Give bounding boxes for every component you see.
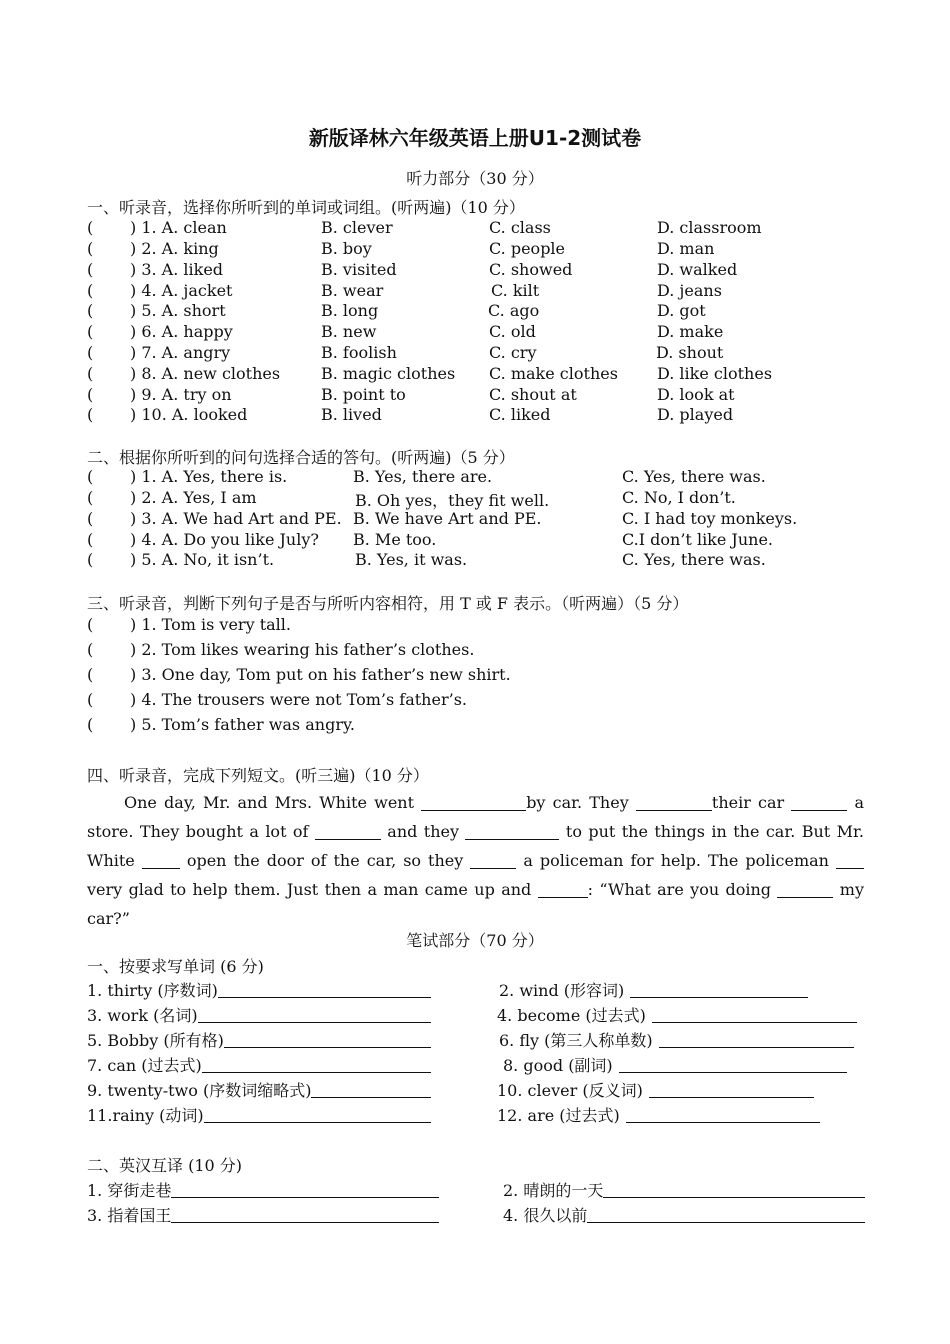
option-c: C. ago	[488, 301, 540, 320]
statement-row	[0, 615, 950, 636]
cloze-paragraph	[87, 788, 864, 933]
answer-paren-open[interactable]: (	[87, 715, 94, 734]
option-b: B. point to	[321, 385, 406, 404]
option-d: D. played	[657, 405, 734, 424]
answer-paren-open[interactable]: (	[87, 364, 94, 383]
statement-row	[0, 690, 950, 711]
option-b: B. visited	[321, 260, 397, 279]
option-c: C. cry	[489, 343, 537, 362]
statement-text: ) 5. Tom’s father was angry.	[130, 715, 355, 734]
word-prompt: 10. clever (反义词)	[497, 1081, 643, 1100]
word-item	[497, 1003, 857, 1026]
translation-prompt: 3. 指着国王	[87, 1206, 172, 1225]
option-b: B. Oh yes，they fit well.	[355, 491, 550, 510]
writing-part1-heading: 一、按要求写单词 (6 分)	[87, 957, 264, 976]
answer-paren-open[interactable]: (	[87, 488, 94, 507]
answer-paren-open[interactable]: (	[87, 665, 94, 684]
option-b: B. Yes, it was.	[355, 550, 468, 569]
listening-heading: 听力部分（30 分）	[406, 169, 544, 188]
word-prompt: 1. thirty (序数词)	[87, 981, 218, 1000]
statement-row	[0, 640, 950, 661]
word-item	[503, 1053, 847, 1076]
choice-row	[0, 301, 950, 322]
word-item	[497, 1103, 820, 1126]
cloze-blank[interactable]	[636, 794, 712, 811]
translation-prompt: 4. 很久以前	[503, 1206, 588, 1225]
answer-line[interactable]	[204, 1107, 431, 1123]
option-a: ) 5. A. short	[130, 301, 226, 320]
option-b: B. foolish	[321, 343, 397, 362]
answer-line[interactable]	[224, 1032, 431, 1048]
cloze-text: by car. They	[526, 793, 636, 812]
cloze-blank[interactable]	[836, 852, 864, 869]
option-a: ) 10. A. looked	[130, 405, 248, 424]
option-d: D. make	[657, 322, 724, 341]
answer-line[interactable]	[603, 1182, 865, 1198]
cloze-text: to put the things in the car. But Mr. White	[87, 822, 865, 870]
answer-paren-open[interactable]: (	[87, 509, 94, 528]
option-a: ) 9. A. try on	[130, 385, 232, 404]
choice-row	[0, 218, 950, 239]
word-item	[87, 1053, 431, 1076]
option-c: C.I don’t like June.	[622, 530, 774, 549]
writing-heading: 笔试部分（70 分）	[406, 931, 544, 950]
word-prompt: 7. can (过去式)	[87, 1056, 202, 1075]
option-b: B. Yes, there are.	[353, 467, 493, 486]
translation-prompt: 2. 晴朗的一天	[503, 1181, 604, 1200]
option-c: C. liked	[489, 405, 551, 424]
option-a: ) 3. A. We had Art and PE.	[130, 509, 342, 528]
answer-line[interactable]	[198, 1007, 431, 1023]
option-b: B. long	[321, 301, 379, 320]
option-c: C. Yes, there was.	[622, 467, 766, 486]
answer-line[interactable]	[171, 1182, 439, 1198]
answer-paren-open[interactable]: (	[87, 550, 94, 569]
answer-paren-open[interactable]: (	[87, 322, 94, 341]
cloze-text: their car	[711, 793, 792, 812]
answer-line[interactable]	[652, 1007, 857, 1023]
cloze-text: a policeman for help. The policeman	[516, 851, 836, 870]
answer-paren-open[interactable]: (	[87, 640, 94, 659]
answer-paren-open[interactable]: (	[87, 260, 94, 279]
cloze-text: : “What are you doing	[587, 880, 778, 899]
choice-row	[0, 488, 950, 509]
listening-part1-heading: 一、听录音，选择你所听到的单词或词组。(听两遍)（10 分）	[87, 198, 525, 217]
option-c: C. Yes, there was.	[622, 550, 766, 569]
option-a: ) 4. A. Do you like July?	[130, 530, 319, 549]
statement-text: ) 3. One day, Tom put on his father’s new shirt.	[130, 665, 511, 684]
option-b: B. boy	[321, 239, 372, 258]
word-prompt: 6. fly (第三人称单数)	[499, 1031, 653, 1050]
word-prompt: 9. twenty-two (序数词缩略式)	[87, 1081, 312, 1100]
cloze-text: my car?”	[87, 880, 865, 928]
option-b: B. We have Art and PE.	[353, 509, 542, 528]
answer-paren-open[interactable]: (	[87, 690, 94, 709]
word-prompt: 5. Bobby (所有格)	[87, 1031, 224, 1050]
statement-row	[0, 665, 950, 686]
option-a: ) 1. A. Yes, there is.	[130, 467, 288, 486]
writing-part2-heading: 二、英汉互译 (10 分)	[87, 1156, 243, 1175]
cloze-blank[interactable]	[777, 881, 833, 898]
option-b: B. wear	[321, 281, 384, 300]
answer-line[interactable]	[218, 982, 431, 998]
word-prompt: 11.rainy (动词)	[87, 1106, 204, 1125]
word-item	[499, 1028, 854, 1051]
word-prompt: 8. good (副词)	[503, 1056, 613, 1075]
word-prompt: 3. work (名词)	[87, 1006, 198, 1025]
answer-paren-open[interactable]: (	[87, 301, 94, 320]
option-c: C. make clothes	[489, 364, 618, 383]
option-d: D. man	[657, 239, 715, 258]
word-item	[87, 1003, 431, 1026]
answer-line[interactable]	[171, 1207, 439, 1223]
answer-line[interactable]	[202, 1057, 431, 1073]
cloze-blank[interactable]	[421, 794, 526, 811]
option-d: D. look at	[657, 385, 735, 404]
statement-text: ) 4. The trousers were not Tom’s father’s.	[130, 690, 467, 709]
option-d: D. shout	[656, 343, 724, 362]
answer-paren-open[interactable]: (	[87, 385, 94, 404]
option-a: ) 1. A. clean	[130, 218, 227, 237]
option-a: ) 6. A. happy	[130, 322, 233, 341]
answer-paren-open[interactable]: (	[87, 218, 94, 237]
listening-part2-heading: 二、根据你所听到的问句选择合适的答句。(听两遍)（5 分）	[87, 448, 515, 467]
option-b: B. lived	[321, 405, 382, 424]
word-item	[87, 978, 431, 1001]
option-d: D. classroom	[657, 218, 762, 237]
choice-row	[0, 385, 950, 406]
answer-line[interactable]	[630, 982, 808, 998]
answer-paren-open[interactable]: (	[87, 343, 94, 362]
word-item	[497, 1078, 814, 1101]
cloze-blank[interactable]	[465, 823, 559, 840]
cloze-text: open the door of the car, so they	[179, 851, 471, 870]
option-b: B. new	[321, 322, 377, 341]
word-prompt: 4. become (过去式)	[497, 1006, 646, 1025]
option-c: C. I had toy monkeys.	[622, 509, 798, 528]
listening-part3-heading: 三、听录音，判断下列句子是否与所听内容相符，用 T 或 F 表示。（听两遍）（5 分）	[87, 594, 689, 613]
cloze-blank[interactable]	[470, 852, 516, 869]
option-a: ) 3. A. liked	[130, 260, 224, 279]
option-b: B. magic clothes	[321, 364, 456, 383]
cloze-blank[interactable]	[142, 852, 180, 869]
choice-row	[0, 364, 950, 385]
option-c: C. old	[489, 322, 536, 341]
cloze-text: One day, Mr. and Mrs. White went	[124, 793, 422, 812]
answer-line[interactable]	[659, 1032, 854, 1048]
cloze-text: a store. They bought a lot of	[87, 793, 865, 841]
cloze-blank[interactable]	[791, 794, 847, 811]
statement-text: ) 1. Tom is very tall.	[130, 615, 291, 634]
option-c: C. kilt	[491, 281, 540, 300]
option-d: D. got	[657, 301, 706, 320]
answer-paren-open[interactable]: (	[87, 530, 94, 549]
word-item	[87, 1103, 431, 1126]
option-d: D. walked	[657, 260, 738, 279]
translation-item	[87, 1203, 439, 1226]
answer-paren-open[interactable]: (	[87, 239, 94, 258]
answer-paren-open[interactable]: (	[87, 281, 94, 300]
choice-row	[0, 281, 950, 302]
option-a: ) 4. A. jacket	[130, 281, 233, 300]
option-c: C. class	[489, 218, 551, 237]
answer-paren-open[interactable]: (	[87, 405, 94, 424]
option-a: ) 2. A. Yes, I am	[130, 488, 257, 507]
option-b: B. clever	[321, 218, 393, 237]
answer-line[interactable]	[311, 1082, 431, 1098]
choice-row	[0, 260, 950, 281]
choice-row	[0, 550, 950, 571]
choice-row	[0, 509, 950, 530]
word-item	[87, 1028, 431, 1051]
translation-item	[87, 1178, 439, 1201]
option-c: C. showed	[489, 260, 573, 279]
option-a: ) 8. A. new clothes	[130, 364, 281, 383]
word-item	[87, 1078, 431, 1101]
choice-row	[0, 405, 950, 426]
word-prompt: 12. are (过去式)	[497, 1106, 620, 1125]
choice-row	[0, 343, 950, 364]
cloze-text: and they	[380, 822, 466, 841]
choice-row	[0, 530, 950, 551]
answer-line[interactable]	[626, 1107, 820, 1123]
cloze-blank[interactable]	[538, 881, 588, 898]
statement-row	[0, 715, 950, 736]
translation-prompt: 1. 穿街走巷	[87, 1181, 172, 1200]
answer-line[interactable]	[619, 1057, 847, 1073]
choice-row	[0, 467, 950, 488]
option-d: D. like clothes	[657, 364, 773, 383]
cloze-blank[interactable]	[315, 823, 381, 840]
statement-text: ) 2. Tom likes wearing his father’s clothes.	[130, 640, 475, 659]
option-c: C. No, I don’t.	[622, 488, 736, 507]
option-a: ) 2. A. king	[130, 239, 219, 258]
answer-line[interactable]	[649, 1082, 814, 1098]
listening-part4-heading: 四、听录音，完成下列短文。(听三遍)（10 分）	[87, 766, 429, 785]
option-a: ) 7. A. angry	[130, 343, 231, 362]
answer-line[interactable]	[587, 1207, 865, 1223]
word-item	[499, 978, 808, 1001]
choice-row	[0, 322, 950, 343]
option-b: B. Me too.	[353, 530, 437, 549]
word-prompt: 2. wind (形容词)	[499, 981, 625, 1000]
option-a: ) 5. A. No, it isn’t.	[130, 550, 275, 569]
choice-row	[0, 239, 950, 260]
option-d: D. jeans	[657, 281, 722, 300]
page-title: 新版译林六年级英语上册U1-2测试卷	[308, 126, 642, 150]
translation-item	[503, 1203, 865, 1226]
answer-paren-open[interactable]: (	[87, 467, 94, 486]
translation-item	[503, 1178, 865, 1201]
answer-paren-open[interactable]: (	[87, 615, 94, 634]
option-c: C. shout at	[489, 385, 577, 404]
cloze-text: very glad to help them. Just then a man came up and	[87, 880, 538, 899]
option-c: C. people	[489, 239, 566, 258]
